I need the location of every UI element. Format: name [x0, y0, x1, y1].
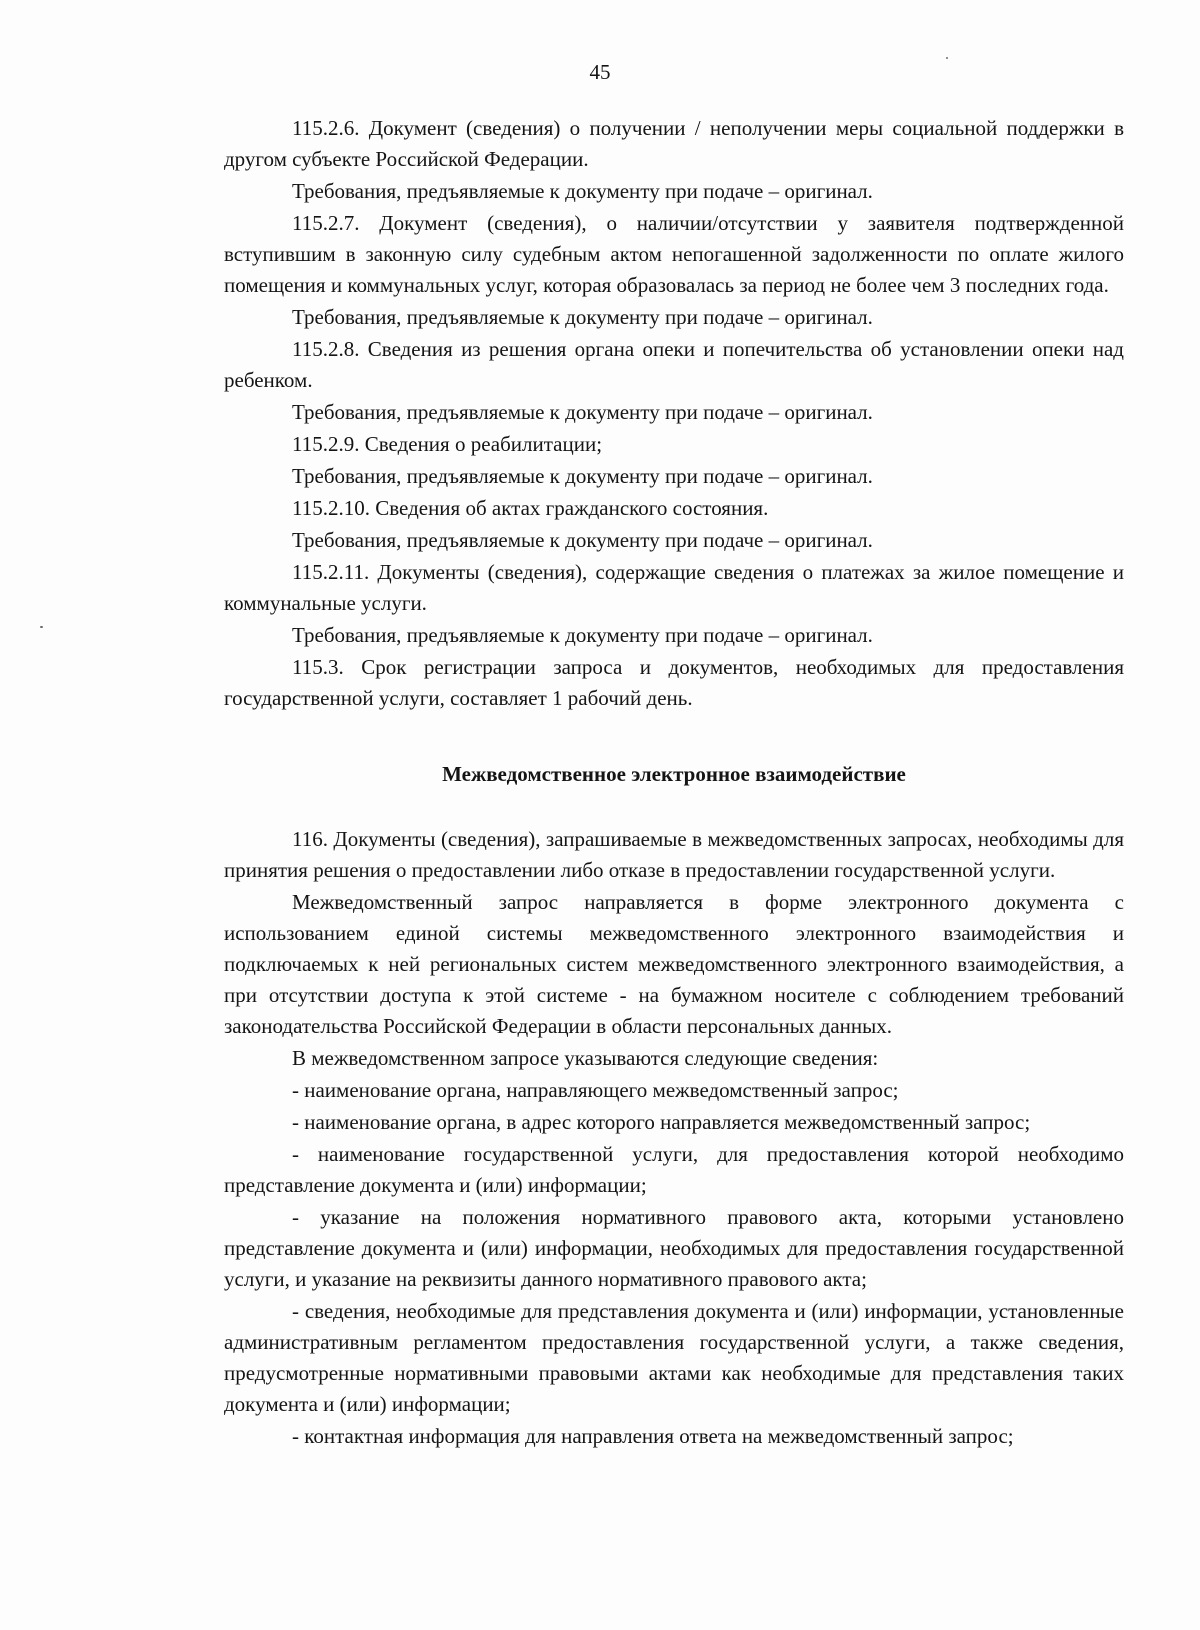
paragraph: 115.2.7. Документ (сведения), о наличии/отсутствии у заявителя подтвержденной вступившим в законную силу судебным актом непогашенной задолженности по оплате жилого помещения и коммунальных услуг, которая образовалась за период не более чем 3 последних года.	[224, 211, 1124, 297]
list-item: - сведения, необходимые для представления документа и (или) информации, установленные административным регламентом предоставления государственной услуги, а также сведения, предусмотренные нормативными правовыми актами как необходимые для представления таких документа и (или) информации;	[224, 1299, 1124, 1416]
scan-artifact	[40, 626, 43, 628]
paragraph: 115.2.9. Сведения о реабилитации;	[292, 432, 603, 456]
paragraph: Требования, предъявляемые к документу при подаче – оригинал.	[292, 400, 873, 424]
list-item: - контактная информация для направления ответа на межведомственный запрос;	[292, 1424, 1014, 1448]
list-item: - наименование органа, в адрес которого направляется межведомственный запрос;	[292, 1110, 1031, 1134]
paragraph: Требования, предъявляемые к документу при подаче – оригинал.	[292, 305, 873, 329]
paragraph: 115.2.6. Документ (сведения) о получении / неполучении меры социальной поддержки в другом субъекте Российской Федерации.	[224, 116, 1124, 171]
scan-artifact	[946, 57, 948, 59]
paragraph: Требования, предъявляемые к документу при подаче – оригинал.	[292, 464, 873, 488]
paragraph: 115.3. Срок регистрации запроса и документов, необходимых для предоставления государственной услуги, составляет 1 рабочий день.	[224, 655, 1124, 710]
section-heading: Межведомственное электронное взаимодействие	[442, 762, 906, 786]
paragraph: 115.2.10. Сведения об актах гражданского состояния.	[292, 496, 769, 520]
list-item: - наименование государственной услуги, для предоставления которой необходимо представление документа и (или) информации;	[224, 1142, 1124, 1197]
page-number: 45	[589, 60, 611, 84]
paragraph: В межведомственном запросе указываются следующие сведения:	[292, 1046, 879, 1070]
paragraph: 116. Документы (сведения), запрашиваемые в межведомственных запросах, необходимы для принятия решения о предоставлении либо отказе в предоставлении государственной услуги.	[224, 827, 1124, 882]
paragraph: Межведомственный запрос направляется в форме электронного документа с использованием единой системы межведомственного электронного взаимодействия и подключаемых к ней региональных систем межведомственного электронного взаимодействия, а при отсутствии доступа к этой системе - на бумажном носителе с соблюдением требований законодательства Российской Федерации в области персональных данных.	[224, 890, 1124, 1038]
document-body	[224, 113, 1124, 1452]
paragraph: Требования, предъявляемые к документу при подаче – оригинал.	[292, 528, 873, 552]
paragraph: Требования, предъявляемые к документу при подаче – оригинал.	[292, 623, 873, 647]
paragraph: 115.2.11. Документы (сведения), содержащие сведения о платежах за жилое помещение и коммунальные услуги.	[224, 560, 1124, 615]
paragraph: Требования, предъявляемые к документу при подаче – оригинал.	[292, 179, 873, 203]
paragraph: 115.2.8. Сведения из решения органа опеки и попечительства об установлении опеки над ребенком.	[224, 337, 1124, 392]
list-item: - указание на положения нормативного правового акта, которыми установлено представление документа и (или) информации, необходимых для предоставления государственной услуги, и указание на реквизиты данного нормативного правового акта;	[224, 1205, 1124, 1291]
section-after-heading	[224, 824, 1124, 1452]
list-item: - наименование органа, направляющего межведомственный запрос;	[292, 1078, 899, 1102]
section-before-heading	[224, 113, 1124, 714]
